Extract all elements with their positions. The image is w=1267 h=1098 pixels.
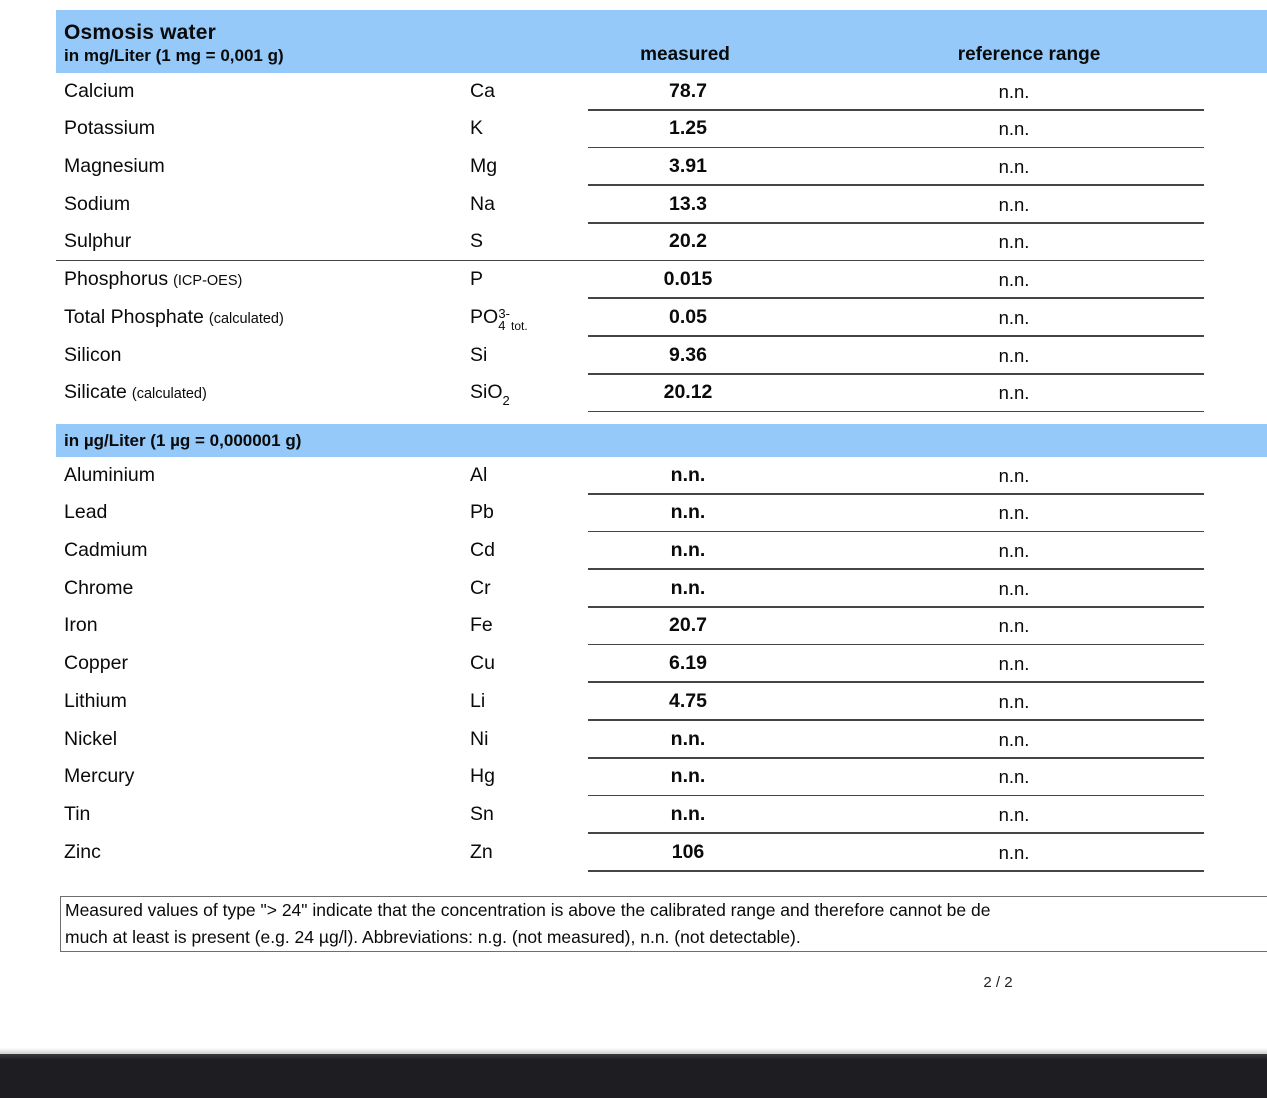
formula-segment: Fe bbox=[470, 614, 493, 637]
measured-value: 4.75 bbox=[669, 689, 707, 712]
column-header-reference: reference range bbox=[957, 44, 1101, 65]
formula-segment: 3- bbox=[498, 305, 510, 321]
element-name: Potassium bbox=[64, 117, 156, 140]
element-name: Phosphorus (ICP-OES) bbox=[64, 268, 243, 291]
element-symbol bbox=[470, 155, 497, 178]
ug-rows-section bbox=[0, 457, 1267, 872]
measured-value: 20.2 bbox=[669, 230, 707, 253]
element-symbol bbox=[470, 577, 491, 600]
table-row bbox=[0, 608, 1267, 646]
formula-segment: Hg bbox=[470, 765, 495, 788]
table-row bbox=[0, 224, 1267, 262]
table-row bbox=[0, 834, 1267, 872]
ug-unit-label: in µg/Liter (1 µg = 0,000001 g) bbox=[64, 431, 302, 450]
table-row bbox=[0, 495, 1267, 533]
measured-value: n.n. bbox=[670, 463, 706, 486]
table-row bbox=[0, 337, 1267, 375]
formula-segment: Cd bbox=[470, 539, 495, 562]
formula-segment: P bbox=[470, 268, 484, 291]
element-symbol bbox=[470, 614, 493, 637]
formula-segment: S bbox=[470, 230, 484, 253]
formula-segment: K bbox=[470, 117, 484, 140]
formula-segment: 2 bbox=[502, 393, 510, 409]
element-name: Cadmium bbox=[64, 539, 148, 562]
reference-value: n.n. bbox=[998, 306, 1030, 328]
formula-segment: Ca bbox=[470, 79, 495, 102]
element-name: Tin bbox=[64, 802, 91, 825]
table-row bbox=[0, 186, 1267, 224]
reference-value: n.n. bbox=[998, 382, 1030, 404]
table-row bbox=[0, 721, 1267, 759]
table-row bbox=[0, 73, 1267, 111]
formula-segment: tot. bbox=[510, 318, 528, 333]
reference-value: n.n. bbox=[998, 269, 1030, 291]
ug-section-header-band bbox=[56, 424, 1267, 457]
element-symbol bbox=[470, 690, 485, 713]
formula-segment: Al bbox=[470, 463, 488, 486]
reference-value: n.n. bbox=[998, 766, 1030, 788]
element-name: Mercury bbox=[64, 765, 135, 788]
reference-value: n.n. bbox=[998, 80, 1030, 102]
mg-unit-label: in mg/Liter (1 mg = 0,001 g) bbox=[64, 46, 284, 65]
row-underline bbox=[588, 411, 1204, 413]
element-name: Sodium bbox=[64, 192, 131, 215]
measured-value: 1.25 bbox=[669, 117, 707, 140]
element-symbol bbox=[470, 80, 495, 103]
page-indicator: 2 / 2 bbox=[983, 974, 1013, 991]
measured-value: 20.7 bbox=[669, 614, 707, 637]
reference-value: n.n. bbox=[998, 118, 1030, 140]
formula-segment: Na bbox=[470, 192, 495, 215]
element-name: Sulphur bbox=[64, 230, 132, 253]
element-symbol bbox=[470, 268, 483, 291]
element-symbol bbox=[470, 841, 493, 864]
measured-value: 20.12 bbox=[663, 381, 713, 404]
mg-rows-section bbox=[0, 73, 1267, 412]
reference-value: n.n. bbox=[998, 502, 1030, 524]
element-symbol bbox=[470, 305, 528, 333]
reference-value: n.n. bbox=[998, 653, 1030, 675]
measured-value: 6.19 bbox=[669, 652, 707, 675]
reference-value: n.n. bbox=[998, 577, 1030, 599]
element-symbol bbox=[470, 381, 510, 409]
element-name: Silicon bbox=[64, 343, 122, 366]
mg-section-header-band bbox=[56, 10, 1267, 73]
reference-value: n.n. bbox=[998, 803, 1030, 825]
element-symbol bbox=[470, 464, 487, 487]
element-name: Zinc bbox=[64, 840, 101, 863]
bottom-bar bbox=[0, 1054, 1267, 1098]
element-name: Silicate (calculated) bbox=[64, 381, 207, 404]
element-symbol bbox=[470, 230, 483, 253]
measured-value: n.n. bbox=[670, 576, 706, 599]
formula-segment: Zn bbox=[470, 840, 493, 863]
reference-value: n.n. bbox=[998, 231, 1030, 253]
footnote-line-2: much at least is present (e.g. 24 µg/l). Abbreviations: n.g. (not measured), n.n. (not detectable). bbox=[65, 926, 801, 947]
element-symbol bbox=[470, 652, 495, 675]
element-symbol bbox=[470, 193, 495, 216]
table-row bbox=[0, 375, 1267, 413]
element-name: Iron bbox=[64, 614, 98, 637]
element-name: Lead bbox=[64, 501, 108, 524]
element-name: Nickel bbox=[64, 727, 118, 750]
formula-segment: 4 bbox=[498, 317, 506, 333]
table-row bbox=[0, 645, 1267, 683]
measured-value: n.n. bbox=[670, 802, 706, 825]
reference-value: n.n. bbox=[998, 344, 1030, 366]
element-name: Calcium bbox=[64, 79, 135, 102]
formula-segment: Cr bbox=[470, 576, 491, 599]
element-symbol bbox=[470, 803, 494, 826]
element-name: Chrome bbox=[64, 576, 134, 599]
formula-segment: Ni bbox=[470, 727, 489, 750]
measured-value: 9.36 bbox=[669, 343, 707, 366]
reference-value: n.n. bbox=[998, 540, 1030, 562]
table-row bbox=[0, 261, 1267, 299]
formula-segment: Cu bbox=[470, 652, 495, 675]
element-name: Lithium bbox=[64, 689, 127, 712]
element-symbol bbox=[470, 117, 483, 140]
element-name: Aluminium bbox=[64, 463, 156, 486]
formula-segment: Mg bbox=[470, 155, 498, 178]
measured-value: 78.7 bbox=[669, 79, 707, 102]
element-symbol bbox=[470, 539, 495, 562]
formula-segment: PO bbox=[470, 305, 499, 328]
formula-segment: SiO bbox=[470, 381, 503, 404]
table-row bbox=[0, 570, 1267, 608]
measured-value: 3.91 bbox=[669, 155, 707, 178]
formula-segment: Sn bbox=[470, 802, 494, 825]
element-name: Magnesium bbox=[64, 155, 165, 178]
measured-value: 0.015 bbox=[663, 268, 713, 291]
measured-value: n.n. bbox=[670, 727, 706, 750]
table-row bbox=[0, 111, 1267, 149]
element-symbol bbox=[470, 728, 488, 751]
table-row bbox=[0, 796, 1267, 834]
footnote-box bbox=[60, 896, 1267, 952]
measured-value: n.n. bbox=[670, 539, 706, 562]
measured-value: n.n. bbox=[670, 501, 706, 524]
measured-value: 106 bbox=[671, 840, 705, 863]
measured-value: n.n. bbox=[670, 765, 706, 788]
formula-segment: Li bbox=[470, 689, 486, 712]
formula-segment: Pb bbox=[470, 501, 494, 524]
reference-value: n.n. bbox=[998, 841, 1030, 863]
element-symbol bbox=[470, 765, 495, 788]
formula-segment: Si bbox=[470, 343, 488, 366]
row-underline bbox=[588, 870, 1204, 872]
element-name: Total Phosphate (calculated) bbox=[64, 305, 284, 328]
column-header-measured: measured bbox=[640, 44, 730, 65]
element-symbol bbox=[470, 344, 487, 367]
table-row bbox=[0, 299, 1267, 337]
measured-value: 13.3 bbox=[669, 192, 707, 215]
reference-value: n.n. bbox=[998, 464, 1030, 486]
reference-value: n.n. bbox=[998, 193, 1030, 215]
element-symbol bbox=[470, 501, 494, 524]
table-row bbox=[0, 532, 1267, 570]
reference-value: n.n. bbox=[998, 615, 1030, 637]
table-row bbox=[0, 148, 1267, 186]
reference-value: n.n. bbox=[998, 690, 1030, 712]
measured-value: 0.05 bbox=[669, 305, 707, 328]
table-row bbox=[0, 759, 1267, 797]
page-title: Osmosis water bbox=[64, 21, 216, 44]
footnote-line-1: Measured values of type "> 24" indicate that the concentration is above the calibrated range and therefore cannot be de bbox=[65, 900, 991, 920]
table-row bbox=[0, 457, 1267, 495]
element-name: Copper bbox=[64, 652, 128, 675]
table-row bbox=[0, 683, 1267, 721]
reference-value: n.n. bbox=[998, 728, 1030, 750]
reference-value: n.n. bbox=[998, 156, 1030, 178]
